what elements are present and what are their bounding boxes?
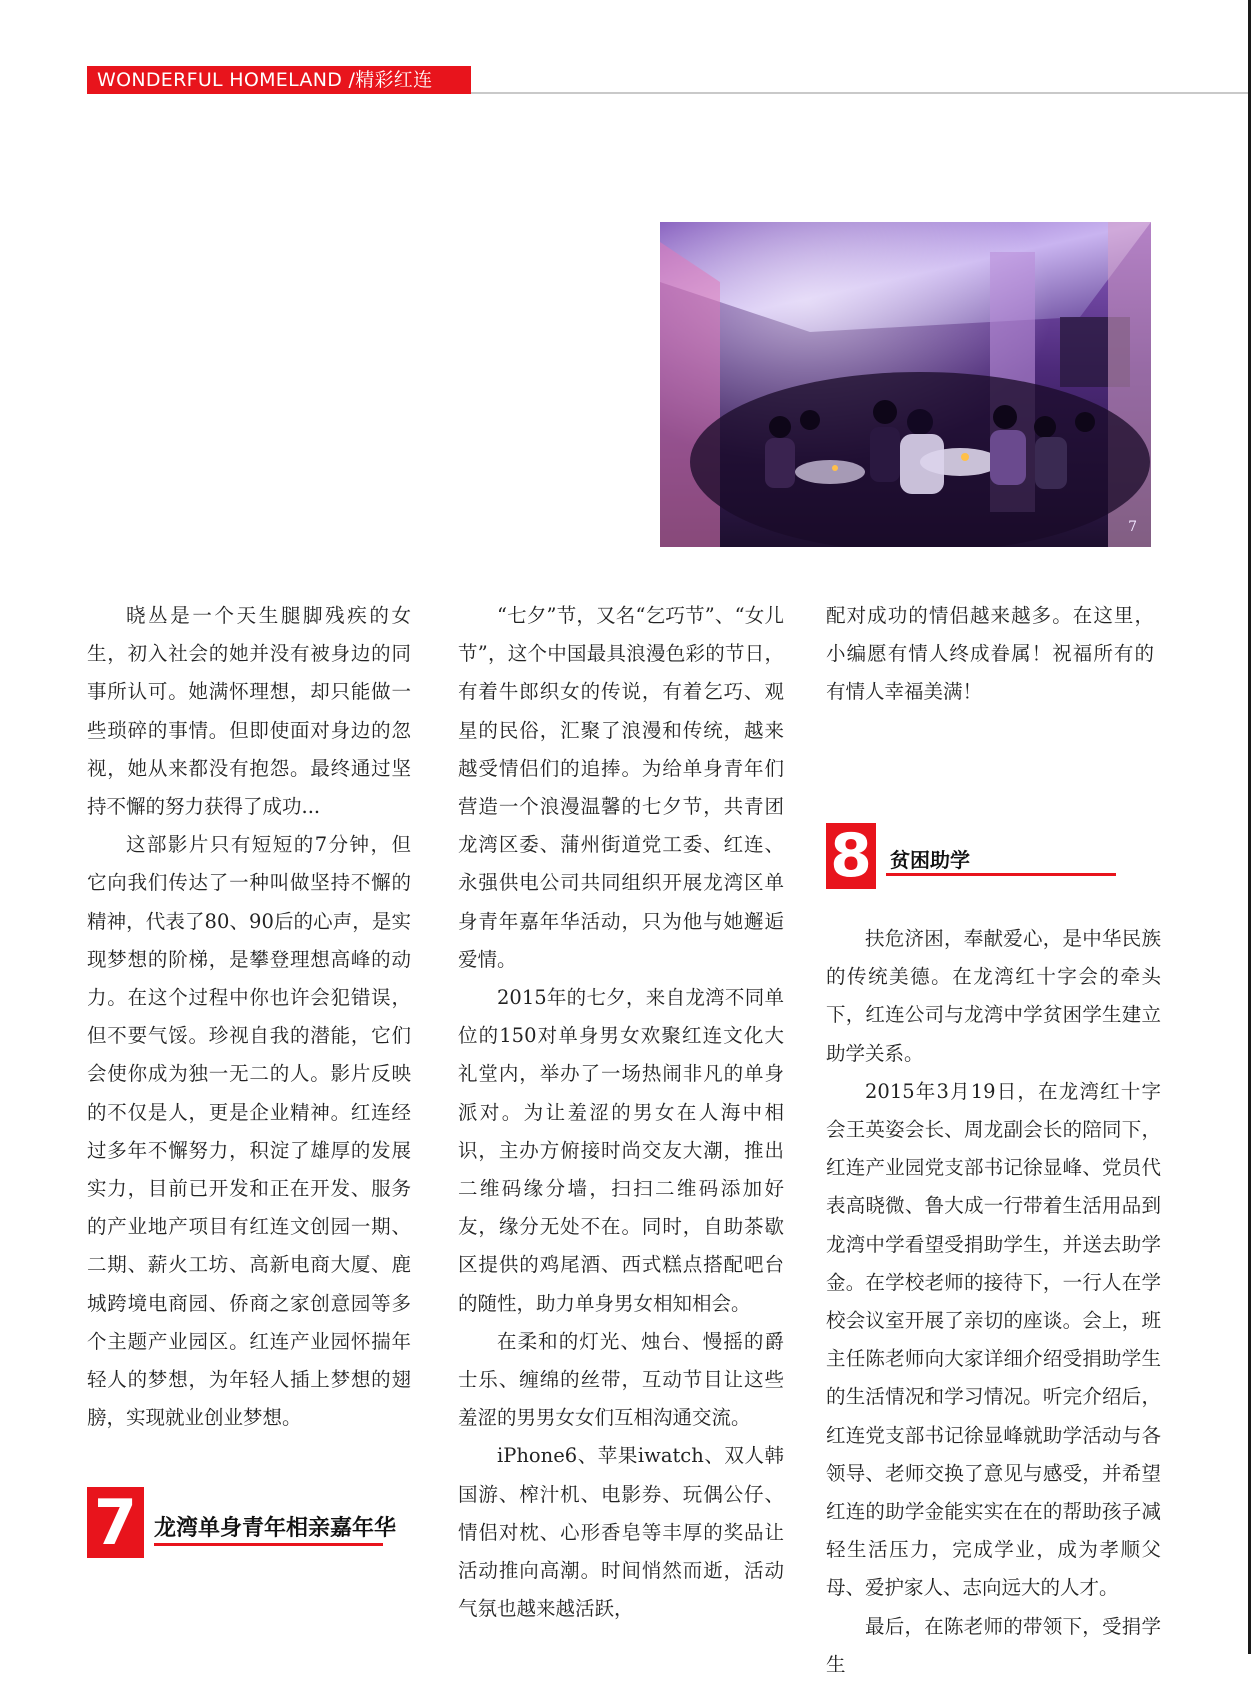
column-1 [87, 597, 411, 1437]
paragraph: 配对成功的情侣越来越多。在这里，小编愿有情人终成眷属！祝福所有的有情人幸福美满！ [826, 604, 1154, 704]
section-number-badge: 8 [826, 823, 876, 889]
paragraph: 2015年3月19日，在龙湾红十字会王英姿会长、周龙副会长的陪同下，红连产业园党支部书记徐显峰、党员代表高晓微、鲁大成一行带着生活用品到龙湾中学看望受捐助学生，并送去助学金。在学校老师的接待下，一行人在学校会议室开展了亲切的座谈。会上，班主任陈老师向大家详细介绍受捐助学生的生活情况和学习情况。听完介绍后，红连党支部书记徐显峰就助学活动与各领导、老师交换了意见与感受，并希望红连的助学金能实实在在的帮助孩子减轻生活压力，完成学业，成为孝顺父母、爱护家人、志向远大的人才。 [826, 1079, 1161, 1600]
paragraph: 晓丛是一个天生腿脚残疾的女生，初入社会的她并没有被身边的同事所认可。她满怀理想，却只能做一些琐碎的事情。但即使面对身边的忽视，她从来都没有抱怨。最终通过坚持不懈的努力获得了成功... [87, 604, 411, 819]
paragraph: 扶危济困，奉献爱心，是中华民族的传统美德。在龙湾红十字会的牵头下，红连公司与龙湾中学贫困学生建立助学关系。 [826, 927, 1161, 1065]
column-3-body [826, 920, 1161, 1684]
column-2 [458, 597, 784, 1628]
magazine-header: WONDERFUL HOMELAND /精彩红连 [87, 66, 471, 94]
column-3-top [826, 597, 1154, 712]
paragraph: iPhone6、苹果iwatch、双人韩国游、榨汁机、电影券、玩偶公仔、情侣对枕、心形香皂等丰厚的奖品让活动推向高潮。时间悄然而逝，活动气氛也越来越活跃， [458, 1444, 784, 1621]
paragraph: “七夕”节，又名“乞巧节”、“女儿节”，这个中国最具浪漫色彩的节日，有着牛郎织女的传说，有着乞巧、观星的民俗，汇聚了浪漫和传统，越来越受情侣们的追捧。为给单身青年们营造一个浪漫温馨的七夕节，共青团龙湾区委、蒲州街道党工委、红连、永强供电公司共同组织开展龙湾区单身青年嘉年华活动，只为他与她邂逅爱情。 [458, 604, 784, 971]
header-rule [471, 92, 1248, 94]
paragraph: 2015年的七夕，来自龙湾不同单位的150对单身男女欢聚红连文化大礼堂内，举办了一场热闹非凡的单身派对。为让羞涩的男女在人海中相识，主办方俯接时尚交友大潮，推出二维码缘分墙，扫扫二维码添加好友，缘分无处不在。同时，自助茶歇区提供的鸡尾酒、西式糕点搭配吧台的随性，助力单身男女相知相会。 [458, 986, 784, 1315]
section-underline [154, 1543, 383, 1546]
paragraph: 在柔和的灯光、烛台、慢摇的爵士乐、缠绵的丝带，互动节目让这些羞涩的男男女女们互相沟通交流。 [458, 1329, 784, 1430]
section-title: 龙湾单身青年相亲嘉年华 [154, 1516, 397, 1541]
photo-number: 7 [1128, 519, 1137, 535]
paragraph: 这部影片只有短短的7分钟，但它向我们传达了一种叫做坚持不懈的精神，代表了80、90后的心声，是实现梦想的阶梯，是攀登理想高峰的动力。在这个过程中你也许会犯错误，但不要气馁。珍视自我的潜能，它们会使你成为独一无二的人。影片反映的不仅是人，更是企业精神。红连经过多年不懈努力，积淀了雄厚的发展实力，目前已开发和正在开发、服务的产业地产项目有红连文创园一期、二期、薪火工坊、高新电商大厦、鹿城跨境电商园、侨商之家创意园等多个主题产业园区。红连产业园怀揣年轻人的梦想，为年轻人插上梦想的翅膀，实现就业创业梦想。 [87, 833, 411, 1430]
party-photo-illustration [660, 222, 1151, 547]
section-number-badge: 7 [87, 1487, 144, 1558]
paragraph: 最后，在陈老师的带领下，受捐学生 [826, 1614, 1161, 1676]
section-title: 贫困助学 [890, 848, 970, 872]
section-underline [886, 873, 1116, 876]
party-photo [660, 222, 1151, 547]
